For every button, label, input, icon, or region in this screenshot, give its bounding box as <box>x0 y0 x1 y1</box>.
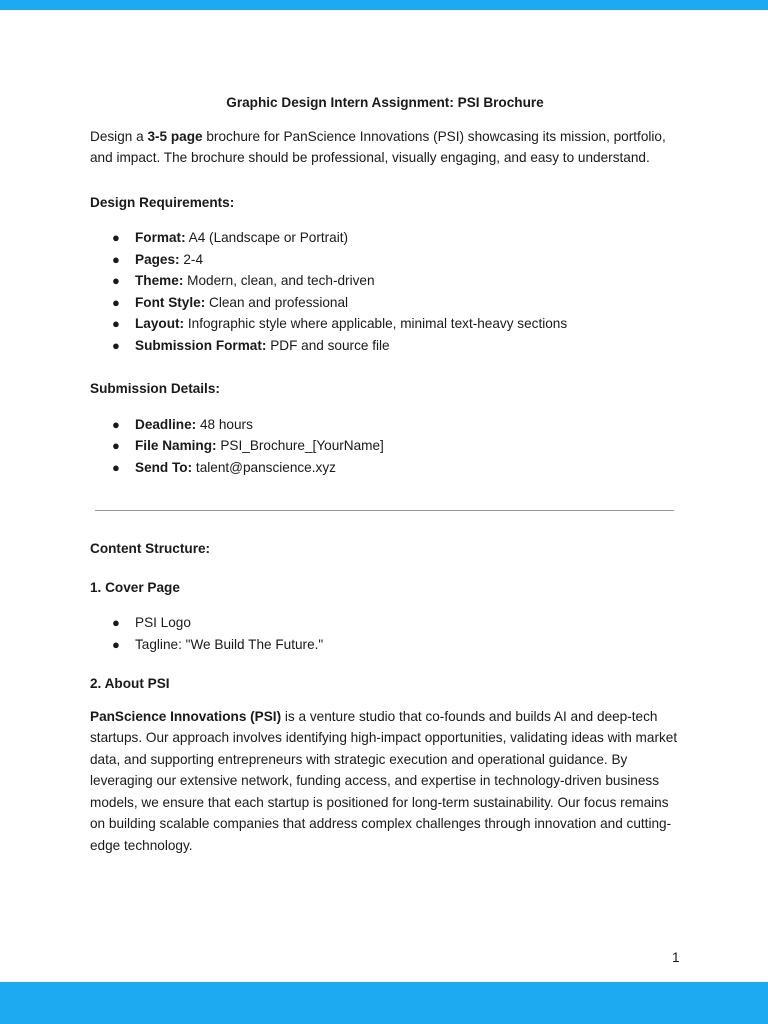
list-item <box>90 313 680 335</box>
intro-bold: 3-5 page <box>147 128 203 144</box>
intro-prefix: Design a <box>90 128 148 144</box>
bullet-icon: ● <box>112 316 120 331</box>
list-item <box>90 612 680 634</box>
list-item <box>90 292 680 314</box>
intro-paragraph <box>90 126 680 169</box>
submission-details-list <box>90 414 680 479</box>
about-bold: PanScience Innovations (PSI) <box>90 708 282 724</box>
item-label: Deadline: <box>135 416 197 432</box>
email-value: talent@panscience.xyz <box>192 459 336 475</box>
list-item <box>90 435 680 457</box>
item-label: Font Style: <box>135 294 206 310</box>
submission-details-heading: Submission Details: <box>90 381 220 396</box>
item-value: PSI_Brochure_[YourName] <box>216 438 384 453</box>
bullet-icon: ● <box>112 636 120 652</box>
item-value: A4 (Landscape or Portrait) <box>185 230 349 245</box>
item-label: File Naming: <box>135 438 217 453</box>
item-label: Theme: <box>135 273 184 288</box>
item-value: PSI Logo <box>135 615 191 630</box>
about-psi-heading: 2. About PSI <box>90 676 170 691</box>
bullet-icon: ● <box>112 294 120 310</box>
item-value: PDF and source file <box>266 337 390 353</box>
item-label: Layout: <box>135 316 185 331</box>
item-label: Send To: <box>135 459 193 475</box>
about-paragraph <box>90 706 680 857</box>
list-item <box>90 414 680 436</box>
list-item <box>90 270 680 292</box>
bullet-icon: ● <box>112 251 120 267</box>
list-item <box>90 335 680 357</box>
item-value: 48 hours <box>196 416 253 432</box>
top-accent-bar <box>0 0 768 10</box>
bottom-accent-bar <box>0 982 768 1024</box>
item-value: Clean and professional <box>205 294 349 310</box>
item-label: Submission Format: <box>135 337 267 353</box>
item-value: 2-4 <box>179 251 204 267</box>
document-title: Graphic Design Intern Assignment: PSI Brochure <box>226 95 544 110</box>
content-structure-heading: Content Structure: <box>90 541 211 556</box>
bullet-icon: ● <box>112 230 120 245</box>
bullet-icon: ● <box>112 337 120 353</box>
item-label: Format: <box>135 230 186 245</box>
item-value: Infographic style where applicable, minimal text-heavy sections <box>184 316 568 331</box>
list-item <box>90 634 680 656</box>
list-item <box>90 249 680 271</box>
item-label: Pages: <box>135 251 180 267</box>
item-value: Modern, clean, and tech-driven <box>183 273 375 288</box>
item-value: Tagline: "We Build The Future." <box>135 636 324 652</box>
list-item <box>90 227 680 249</box>
bullet-icon: ● <box>112 615 120 630</box>
intro-suffix: brochure for PanScience Innovations (PSI) showcasing its mission, portfolio, and impact. The brochure should be professional, visually engaging, and easy to understand. <box>90 128 666 165</box>
document-body <box>90 92 680 856</box>
cover-page-list <box>90 612 680 655</box>
page-number: 1 <box>672 950 680 965</box>
design-requirements-list <box>90 227 680 356</box>
bullet-icon: ● <box>112 273 120 288</box>
cover-page-heading: 1. Cover Page <box>90 579 180 595</box>
bullet-icon: ● <box>112 438 120 453</box>
bullet-icon: ● <box>112 416 120 432</box>
section-divider <box>95 510 674 511</box>
design-requirements-heading: Design Requirements: <box>90 194 235 210</box>
about-text: is a venture studio that co-founds and builds AI and deep-tech startups. Our approach involves identifying high-impact opportunities, validating ideas with market data, and supporting entrepreneurs with strategic execution and operational guidance. By leveraging our extensive network, funding access, and expertise in technology-driven business models, we ensure that each startup is positioned for long-term sustainability. Our focus remains on building scalable companies that address complex challenges through innovation and cutting-edge technology. <box>90 708 678 853</box>
list-item <box>90 457 680 479</box>
bullet-icon: ● <box>112 459 120 475</box>
